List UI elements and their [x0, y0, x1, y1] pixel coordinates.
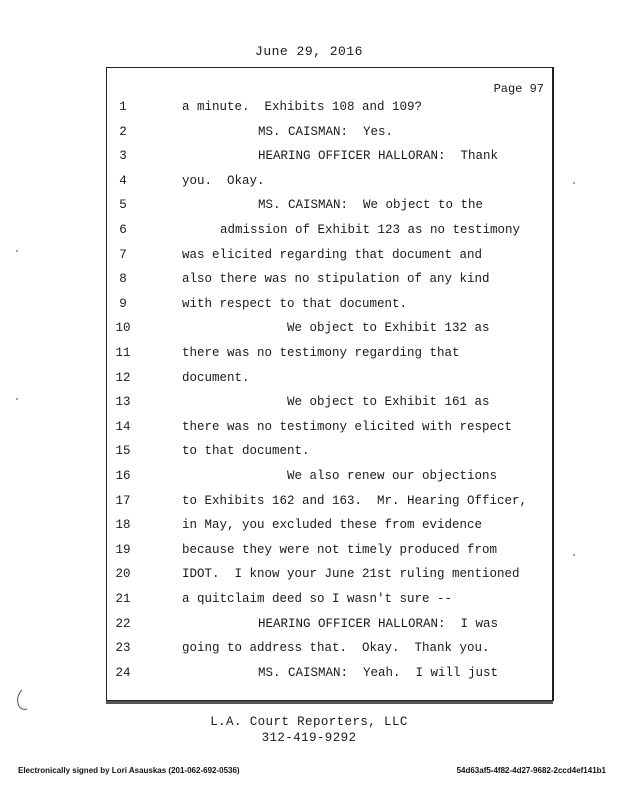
- line-number: 12: [115, 370, 131, 385]
- line-text: because they were not timely produced from: [182, 542, 498, 557]
- pen-mark-icon: [14, 688, 28, 712]
- transcript-line: [110, 272, 550, 294]
- line-text: HEARING OFFICER HALLORAN: Thank: [258, 149, 499, 164]
- line-number: 22: [115, 616, 131, 631]
- transcript-line: [110, 198, 550, 220]
- court-reporter-company: L.A. Court Reporters, LLC: [210, 715, 408, 729]
- line-text: going to address that. Okay. Thank you.: [182, 641, 490, 656]
- transcript-line: [110, 371, 550, 393]
- transcript-line: [110, 617, 550, 639]
- transcript-line: [110, 125, 550, 147]
- line-text: was elicited regarding that document and: [182, 247, 483, 262]
- line-text: MS. CAISMAN: Yes.: [258, 124, 394, 139]
- transcript-line: [110, 100, 550, 122]
- transcript-line: [110, 346, 550, 368]
- transcript-line: [110, 420, 550, 442]
- line-number: 7: [119, 247, 127, 262]
- transcript-line: [110, 223, 550, 245]
- transcript-line: [110, 494, 550, 516]
- line-number: 13: [115, 395, 131, 410]
- line-number: 3: [119, 149, 127, 164]
- transcript-line: [110, 297, 550, 319]
- line-text: admission of Exhibit 123 as no testimony: [220, 223, 521, 237]
- line-number: 10: [115, 321, 131, 336]
- line-text: you. Okay.: [182, 173, 265, 188]
- transcript-line: [110, 567, 550, 589]
- line-text: there was no testimony elicited with respect: [182, 419, 513, 434]
- line-text: document.: [182, 370, 250, 385]
- transcript-line: [110, 444, 550, 466]
- scan-speck: [16, 250, 18, 252]
- line-number: 17: [115, 493, 131, 508]
- line-number: 21: [115, 592, 131, 606]
- transcript-line: [110, 321, 550, 343]
- scan-speck: [16, 398, 18, 400]
- document-hash: 54d63af5-4f82-4d27-9682-2ccd4ef141b1: [456, 766, 606, 775]
- transcript-line: [110, 666, 550, 688]
- line-number: 15: [115, 444, 131, 459]
- line-text: IDOT. I know your June 21st ruling mentioned: [182, 567, 520, 582]
- line-number: 24: [115, 665, 131, 680]
- line-number: 16: [115, 469, 131, 483]
- transcript-line: [110, 248, 550, 270]
- line-number: 11: [115, 346, 131, 360]
- line-number: 14: [115, 419, 131, 434]
- transcript-line: [110, 543, 550, 565]
- line-number: 18: [115, 518, 131, 533]
- line-text: We also renew our objections: [287, 469, 498, 483]
- transcript-line: [110, 592, 550, 614]
- electronic-signature-note: Electronically signed by Lori Asauskas (201-062-692-0536): [18, 766, 240, 775]
- line-number: 9: [119, 296, 127, 311]
- line-number: 8: [119, 272, 127, 287]
- line-number: 5: [119, 198, 127, 213]
- line-number: 1: [119, 100, 127, 114]
- line-number: 6: [119, 223, 127, 237]
- line-text: to Exhibits 162 and 163. Mr. Hearing Officer,: [182, 493, 528, 508]
- line-number: 2: [119, 124, 127, 139]
- scan-speck: [573, 554, 575, 556]
- line-number: 4: [119, 173, 127, 188]
- scan-speck: [573, 182, 575, 184]
- line-text: with respect to that document.: [182, 296, 408, 311]
- line-text: in May, you excluded these from evidence: [182, 518, 483, 533]
- line-text: We object to Exhibit 132 as: [287, 321, 490, 336]
- transcript-line: [110, 149, 550, 171]
- transcript-line: [110, 641, 550, 663]
- line-text: MS. CAISMAN: We object to the: [258, 198, 484, 213]
- line-number: 23: [115, 641, 131, 656]
- line-text: MS. CAISMAN: Yeah. I will just: [258, 665, 499, 680]
- line-text: We object to Exhibit 161 as: [287, 395, 490, 410]
- frame-bottom-shadow: [106, 701, 553, 704]
- page-number: Page 97: [493, 82, 544, 96]
- transcript-date: June 29, 2016: [255, 44, 363, 59]
- line-text: to that document.: [182, 444, 310, 459]
- transcript-line: [110, 469, 550, 491]
- line-number: 19: [115, 542, 131, 557]
- line-text: there was no testimony regarding that: [182, 346, 460, 360]
- transcript-line: [110, 395, 550, 417]
- line-text: a quitclaim deed so I wasn't sure --: [182, 592, 453, 606]
- line-number: 20: [115, 567, 131, 582]
- line-text: a minute. Exhibits 108 and 109?: [182, 100, 423, 114]
- line-text: HEARING OFFICER HALLORAN: I was: [258, 616, 499, 631]
- transcript-line: [110, 174, 550, 196]
- court-reporter-phone: 312-419-9292: [261, 731, 357, 745]
- line-text: also there was no stipulation of any kind: [182, 272, 490, 287]
- transcript-line: [110, 518, 550, 540]
